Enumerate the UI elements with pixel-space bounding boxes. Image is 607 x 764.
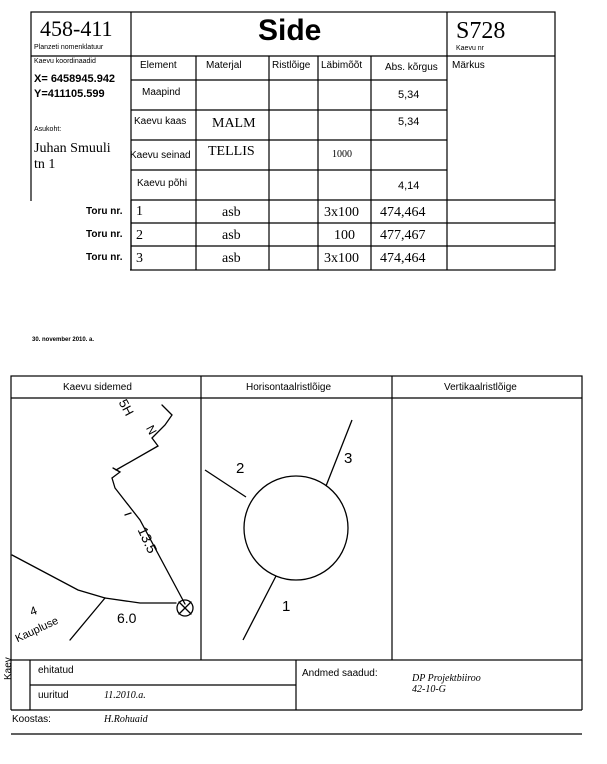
built-label: ehitatud — [38, 665, 74, 676]
pipe-material: asb — [222, 228, 241, 243]
sketch-label-number: 4 — [27, 603, 39, 619]
panel-title-connections: Kaevu sidemed — [63, 382, 132, 393]
col-header-height: Abs. kõrgus — [385, 62, 438, 73]
well-number-label: Kaevu nr — [456, 45, 485, 52]
row-element: Kaevu seinad — [130, 150, 191, 161]
sketch-distance-1: 13.5 — [134, 524, 161, 556]
data-from-line1: DP Projektbiiroo — [412, 673, 481, 684]
row-material: TELLIS — [208, 144, 255, 159]
pipe-diameter: 3x100 — [324, 251, 359, 266]
pipe-label-1: 1 — [282, 598, 291, 615]
document-date: 30. november 2010. a. — [32, 337, 95, 343]
connections-sketch — [12, 405, 193, 640]
coord-y: Y=411105.599 — [34, 88, 105, 100]
pipe-height: 474,464 — [380, 205, 426, 220]
sketch-label-shop: Kaupluse — [13, 614, 61, 646]
pipe-label: Toru nr. — [86, 206, 123, 217]
col-header-material: Materjal — [206, 60, 242, 71]
pipe-height: 477,467 — [380, 228, 426, 243]
row-height: 5,34 — [398, 89, 420, 101]
sketch-label-n: N — [143, 422, 160, 438]
data-from-line2: 42-10-G — [412, 684, 446, 695]
pipe-number: 1 — [136, 204, 143, 219]
page-title: Side — [258, 14, 322, 47]
col-header-element: Element — [140, 60, 177, 71]
author-value: H.Rohuaid — [104, 714, 148, 725]
pipe-label-2: 2 — [236, 460, 245, 477]
pipe-material: asb — [222, 251, 241, 266]
coords-label: Kaevu koordinaadid — [34, 58, 96, 65]
pipe-number: 3 — [136, 251, 143, 266]
pipe-label-3: 3 — [344, 450, 353, 467]
panel-title-vertical: Vertikaalristlõige — [444, 382, 517, 393]
sketch-label-5h: 5H — [115, 396, 137, 419]
col-header-section: Ristlõige — [272, 60, 311, 71]
pipe-label: Toru nr. — [86, 252, 123, 263]
author-label: Koostas: — [12, 714, 51, 725]
pipe-material: asb — [222, 205, 241, 220]
pipe-label: Toru nr. — [86, 229, 123, 240]
pipe-diameter: 100 — [334, 228, 355, 243]
measured-label: uuritud — [38, 690, 69, 701]
location-label: Asukoht: — [34, 126, 62, 133]
coord-x: X= 6458945.942 — [34, 73, 116, 85]
row-height: 4,14 — [398, 180, 420, 192]
row-height: 5,34 — [398, 116, 420, 128]
nomenclature-value: 458-411 — [40, 16, 113, 41]
panel-title-horizontal: Horisontaalristlõige — [246, 382, 332, 393]
row-element: Kaevu põhi — [137, 178, 188, 189]
well-number: S728 — [456, 18, 506, 44]
row-diameter: 1000 — [332, 149, 352, 160]
col-header-diameter: Läbimõõt — [321, 60, 363, 71]
data-from-label: Andmed saadud: — [302, 668, 378, 679]
row-element: Kaevu kaas — [134, 116, 187, 127]
row-element: Maapind — [142, 87, 181, 98]
location-line2: tn 1 — [34, 157, 56, 172]
pipe-number: 2 — [136, 228, 143, 243]
measured-value: 11.2010.a. — [104, 690, 146, 701]
location-line1: Juhan Smuuli — [34, 141, 111, 156]
row-material: MALM — [212, 116, 256, 131]
sketch-distance-2: 6.0 — [117, 610, 137, 626]
horizontal-section-sketch — [205, 420, 352, 640]
kaev-label: Kaev — [3, 657, 14, 680]
nomenclature-label: Planzeti nomenklatuur — [34, 44, 104, 51]
pipe-diameter: 3x100 — [324, 205, 359, 220]
col-header-remark: Märkus — [452, 60, 485, 71]
pipe-height: 474,464 — [380, 251, 426, 266]
